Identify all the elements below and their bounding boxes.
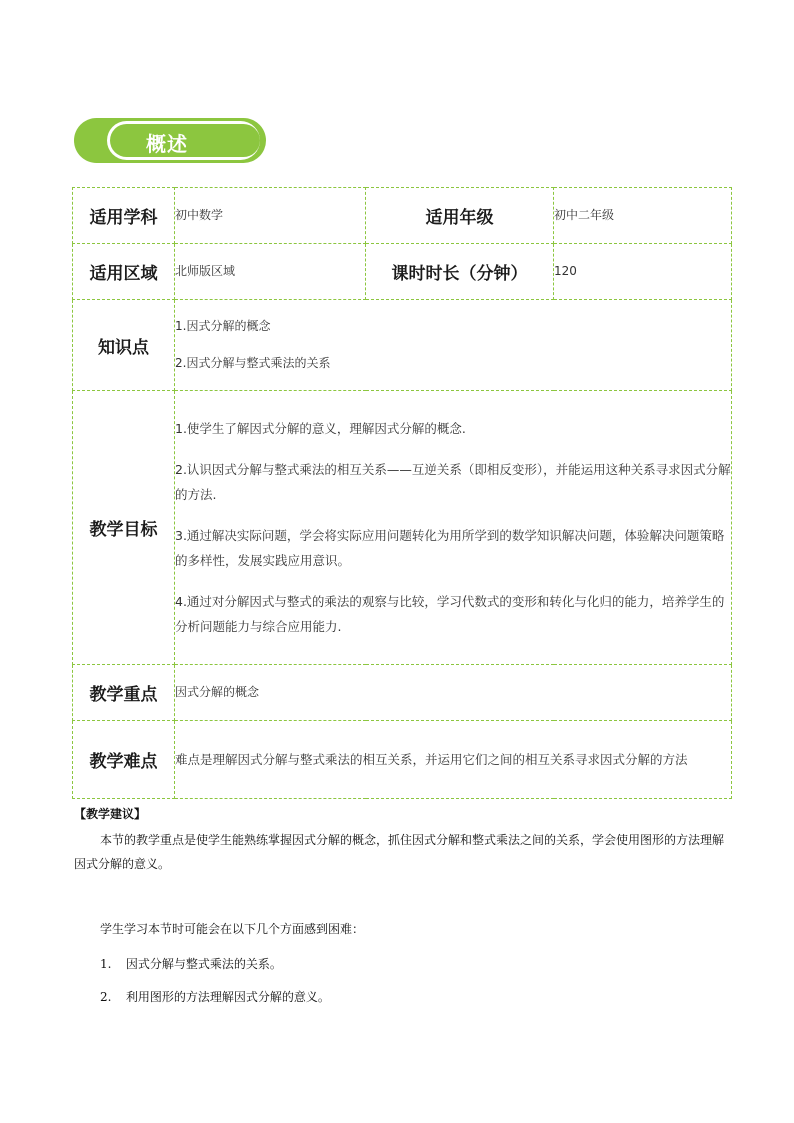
goals-label: 教学目标 [73, 391, 175, 665]
table-row [73, 665, 732, 721]
goal-item: 4.通过对分解因式与整式的乘法的观察与比较，学习代数式的变形和转化与化归的能力，培养学生的分析问题能力与综合应用能力. [175, 594, 725, 634]
list-item-number: 1. [100, 957, 112, 971]
goals-cell [175, 391, 732, 665]
knowledge-cell [175, 300, 732, 391]
region-value: 北师版区域 [175, 244, 366, 300]
list-item [100, 955, 282, 972]
grade-label: 适用年级 [366, 188, 554, 244]
suggestion-title: 【教学建议】 [74, 807, 147, 821]
subject-label: 适用学科 [73, 188, 175, 244]
knowledge-item: 1.因式分解的概念 [175, 319, 271, 334]
list-item [100, 988, 330, 1005]
table-row [73, 188, 732, 244]
difficulty-value: 难点是理解因式分解与整式乘法的相互关系，并运用它们之间的相互关系寻求因式分解的方法 [175, 752, 688, 767]
difficulty-label: 教学难点 [73, 721, 175, 799]
list-item-text: 因式分解与整式乘法的关系。 [125, 957, 282, 971]
subject-value: 初中数学 [175, 188, 366, 244]
section-title: 概述 [146, 132, 188, 156]
key-point-value: 因式分解的概念 [175, 665, 732, 721]
table-row [73, 300, 732, 391]
list-item-number: 2. [100, 990, 112, 1004]
goal-item: 2.认识因式分解与整式乘法的相互关系——互逆关系（即相反变形），并能运用这种关系寻求因式分解的方法. [175, 462, 731, 502]
knowledge-item: 2.因式分解与整式乘法的关系 [175, 356, 331, 370]
table-row [73, 721, 732, 799]
region-label: 适用区域 [73, 244, 175, 300]
duration-label: 课时时长（分钟） [366, 244, 554, 300]
duration-value: 120 [554, 244, 732, 300]
goal-item: 1.使学生了解因式分解的意义，理解因式分解的概念. [175, 421, 466, 436]
key-point-label: 教学重点 [73, 665, 175, 721]
table-row [73, 391, 732, 665]
knowledge-label: 知识点 [73, 300, 175, 391]
table-row [73, 244, 732, 300]
suggestion-intro: 学生学习本节时可能会在以下几个方面感到困难： [100, 922, 365, 936]
goal-item: 3.通过解决实际问题，学会将实际应用问题转化为用所学到的数学知识解决问题，体验解决问题策略的多样性，发展实践应用意识。 [175, 528, 725, 568]
list-item-text: 利用图形的方法理解因式分解的意义。 [125, 990, 330, 1004]
overview-table [72, 187, 732, 799]
grade-value: 初中二年级 [554, 188, 732, 244]
suggestion-body: 本节的教学重点是使学生能熟练掌握因式分解的概念，抓住因式分解和整式乘法之间的关系，学会使用图形的方法理解因式分解的意义。 [74, 833, 725, 871]
difficulty-cell [175, 721, 732, 799]
